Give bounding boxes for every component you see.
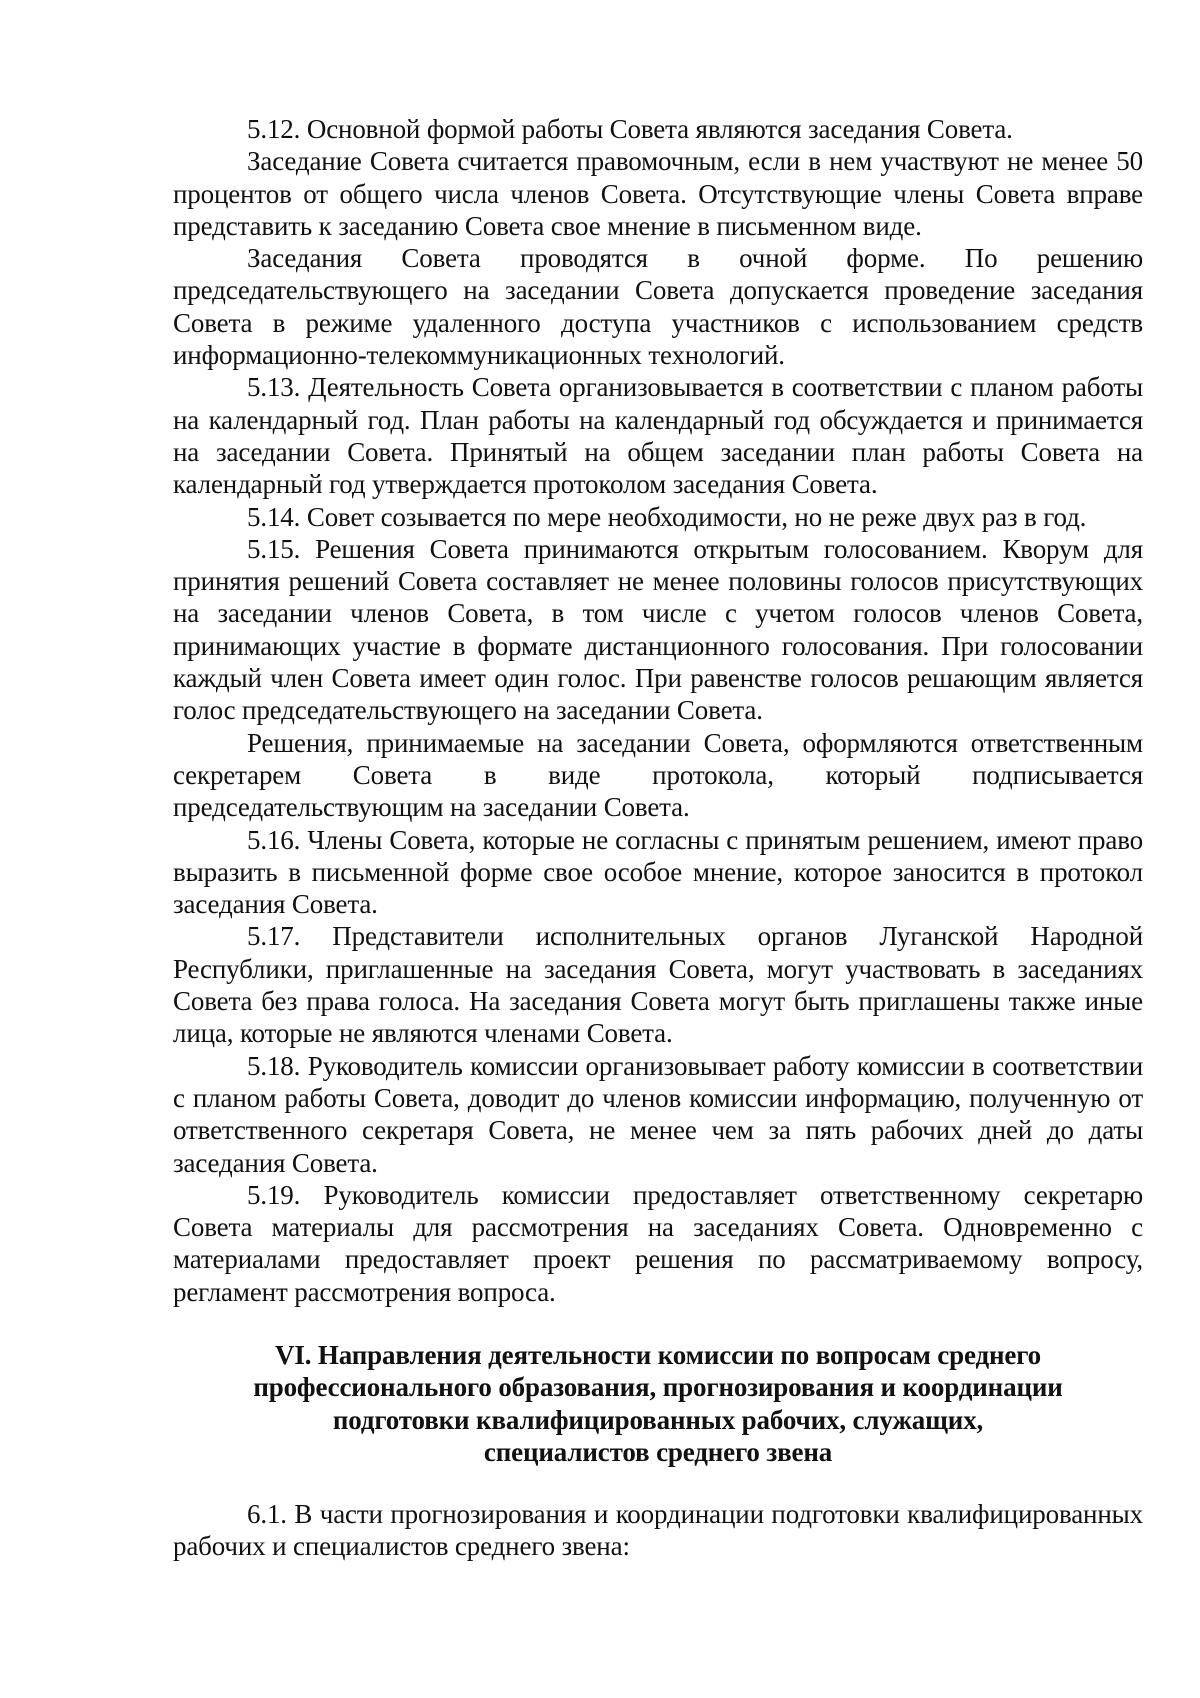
paragraph-5-18: 5.18. Руководитель комиссии организовывает работу комиссии в соответствии с планом работы Совета, доводит до членов комиссии информацию, полученную от ответственного секретаря Совета, не менее чем за пять рабочих дней до даты заседания Совета. (173, 1050, 1143, 1178)
paragraph-5-12: 5.12. Основной формой работы Совета являются заседания Совета. (247, 114, 1013, 144)
paragraph-quorum: Заседание Совета считается правомочным, если в нем участвуют не менее 50 процентов от общего числа членов Совета. Отсутствующие члены Совета вправе представить к заседанию Совета свое мнение в письменном виде. (173, 146, 1143, 241)
paragraph-5-13: 5.13. Деятельность Совета организовывается в соответствии с планом работы на календарный год. План работы на календарный год обсуждается и принимается на заседании Совета. Принятый на общем заседании план работы Совета на календарный год утверждается протоколом заседания Совета. (173, 372, 1143, 500)
paragraph-6-1: 6.1. В части прогнозирования и координации подготовки квалифицированных рабочих и специалистов среднего звена: (173, 1499, 1143, 1562)
section-6-heading (173, 1339, 1143, 1468)
paragraph-5-14: 5.14. Совет созывается по мере необходимости, но не реже двух раз в год. (247, 501, 1087, 532)
paragraph-5-16: 5.16. Члены Совета, которые не согласны с принятым решением, имеют право выразить в письменной форме свое особое мнение, которое заносится в протокол заседания Совета. (173, 824, 1143, 920)
paragraph-5-19: 5.19. Руководитель комиссии предоставляет ответственному секретарю Совета материалы для рассмотрения на заседаниях Совета. Одновременно с материалами предоставляет проект решения по рассматриваемому вопросу, регламент рассмотрения вопроса. (173, 1179, 1143, 1307)
document-page (173, 113, 1143, 1563)
paragraph-5-15: 5.15. Решения Совета принимаются открытым голосованием. Кворум для принятия решений Совета составляет не менее половины голосов присутствующих на заседании членов Совета, в том числе с учетом голосов членов Совета, принимающих участие в формате дистанционного голосования. При голосовании каждый член Совета имеет один голос. При равенстве голосов решающим является голос председательствующего на заседании Совета. (173, 533, 1143, 726)
heading-line: профессионального образования, прогнозирования и координации (253, 1372, 1063, 1403)
paragraph-5-17: 5.17. Представители исполнительных органов Луганской Народной Республики, приглашенные на заседания Совета, могут участвовать в заседаниях Совета без права голоса. На заседания Совета могут быть приглашены также иные лица, которые не являются членами Совета. (173, 921, 1143, 1049)
paragraph-decisions: Решения, принимаемые на заседании Совета, оформляются ответственным секретарем Совета в виде протокола, который подписывается председательствующим на заседании Совета. (173, 727, 1143, 823)
heading-line: специалистов среднего звена (483, 1436, 833, 1467)
paragraph-meeting-format: Заседания Совета проводятся в очной форме. По решению председательствующего на заседании Совета допускается проведение заседания Совета в режиме удаленного доступа участников с использованием средств информационно-телекоммуникационных технологий. (173, 243, 1143, 371)
heading-line: VI. Направления деятельности комиссии по вопросам среднего (275, 1339, 1041, 1370)
heading-line: подготовки квалифицированных рабочих, служащих, (332, 1404, 984, 1435)
